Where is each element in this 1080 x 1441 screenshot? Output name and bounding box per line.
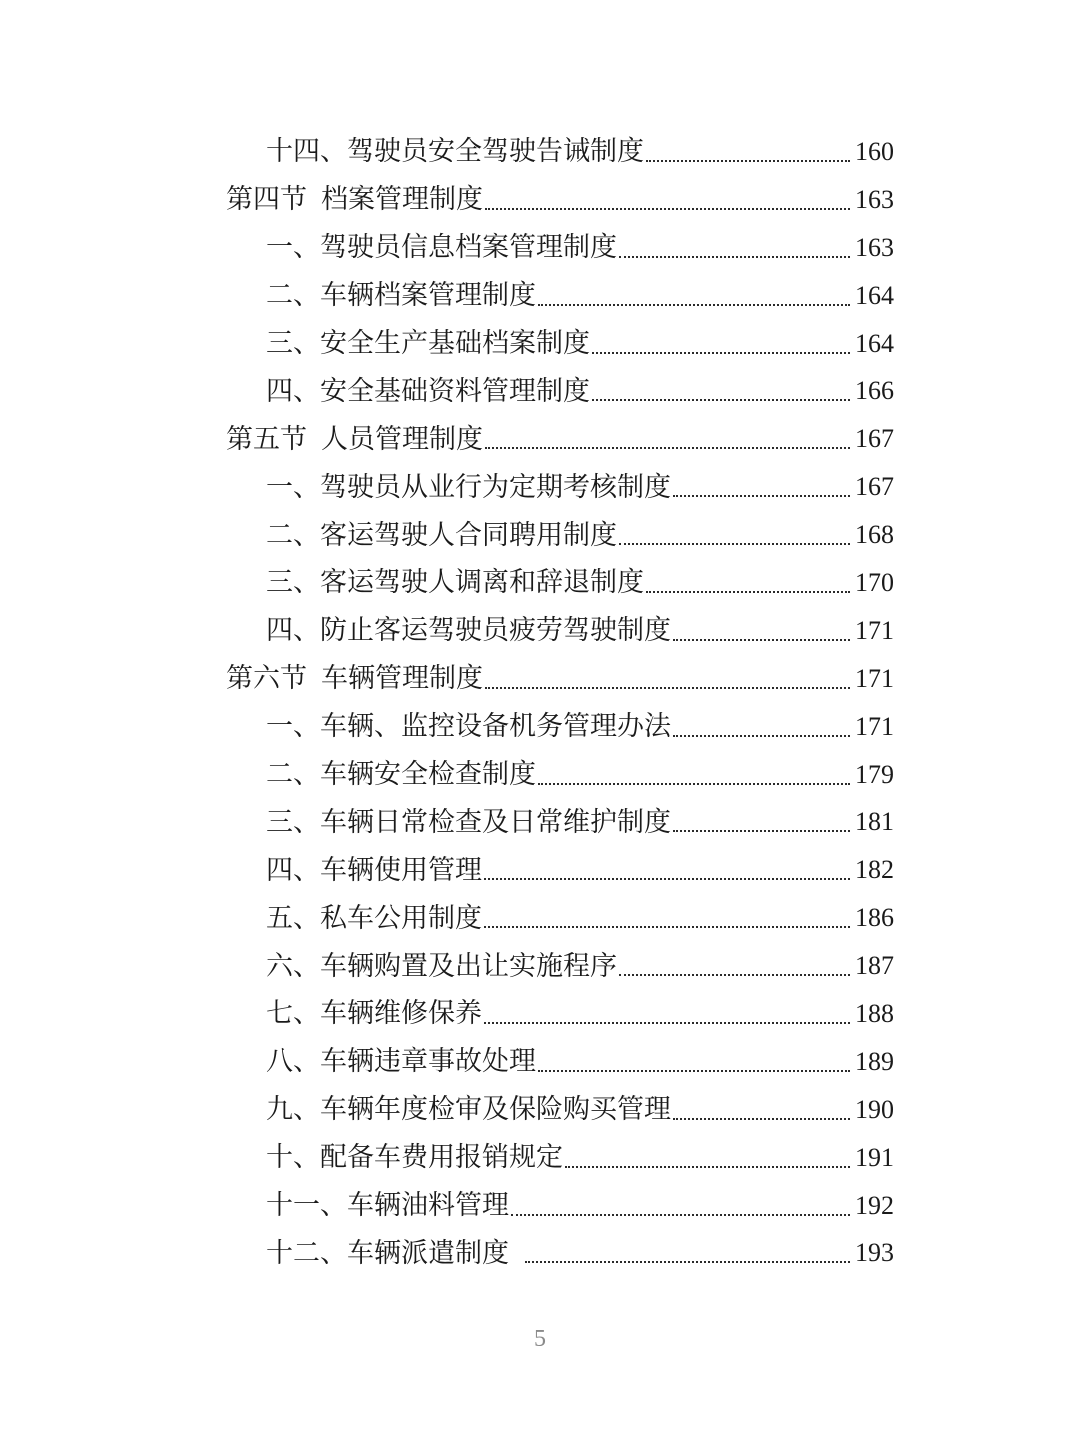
section-name: 档案管理制度 (321, 184, 483, 216)
toc-entry-title: 二、车辆档案管理制度 (266, 280, 536, 312)
toc-entry[interactable] (0, 272, 1080, 320)
section-number: 第六节 (226, 663, 307, 695)
section-name: 人员管理制度 (321, 423, 483, 455)
toc-page-number: 168 (855, 520, 894, 550)
toc-page-number: 182 (855, 855, 894, 885)
toc-entry-title: 六、车辆购置及出让实施程序 (266, 950, 617, 982)
toc-entry-title: 十、配备车费用报销规定 (266, 1142, 563, 1174)
toc-entry[interactable] (0, 367, 1080, 415)
toc-entry[interactable] (0, 894, 1080, 942)
dot-leader (592, 352, 850, 354)
dot-leader (646, 160, 850, 162)
dot-leader (525, 1261, 850, 1263)
toc-entry[interactable] (0, 703, 1080, 751)
toc-entry-title: 九、车辆年度检审及保险购买管理 (266, 1094, 671, 1126)
toc-page-number: 179 (855, 759, 894, 789)
toc-entry-title: 二、车辆安全检查制度 (266, 759, 536, 791)
dot-leader (619, 256, 850, 258)
toc-entry[interactable] (0, 1182, 1080, 1230)
toc-page-number: 164 (855, 328, 894, 358)
section-number: 第五节 (226, 423, 307, 455)
toc-section-title (226, 184, 483, 216)
toc-entry-title: 四、车辆使用管理 (266, 854, 482, 886)
toc-entry[interactable] (0, 559, 1080, 607)
toc-page-number: 160 (855, 136, 894, 166)
dot-leader (485, 447, 850, 449)
toc-section-heading[interactable] (0, 655, 1080, 703)
toc-entry-title: 一、驾驶员从业行为定期考核制度 (266, 471, 671, 503)
toc-page-number: 163 (855, 232, 894, 262)
toc-page-number: 190 (855, 1094, 894, 1124)
dot-leader (646, 591, 850, 593)
toc-page-number: 171 (855, 615, 894, 645)
dot-leader (484, 1022, 850, 1024)
dot-leader (592, 399, 850, 401)
toc-page-number: 163 (855, 184, 894, 214)
toc-page-number: 167 (855, 424, 894, 454)
dot-leader (619, 543, 850, 545)
table-of-contents (0, 128, 1080, 1277)
toc-page-number: 187 (855, 951, 894, 981)
toc-entry[interactable] (0, 751, 1080, 799)
toc-entry-title: 八、车辆违章事故处理 (266, 1046, 536, 1078)
dot-leader (511, 1214, 850, 1216)
toc-section-heading[interactable] (0, 176, 1080, 224)
dot-leader (673, 639, 850, 641)
page-number: 5 (534, 1326, 546, 1352)
section-number: 第四节 (226, 184, 307, 216)
toc-entry-title: 三、安全生产基础档案制度 (266, 328, 590, 359)
toc-entry-title: 七、车辆维修保养 (266, 998, 482, 1030)
dot-leader (538, 304, 850, 306)
toc-page-number: 167 (855, 472, 894, 502)
toc-entry[interactable] (0, 1086, 1080, 1134)
toc-entry[interactable] (0, 1229, 1080, 1277)
toc-entry-title: 二、客运驾驶人合同聘用制度 (266, 519, 617, 551)
toc-entry-title: 一、车辆、监控设备机务管理办法 (266, 711, 671, 743)
toc-page-number: 186 (855, 903, 894, 933)
toc-entry-title: 三、客运驾驶人调离和辞退制度 (266, 567, 644, 599)
toc-page-number: 164 (855, 280, 894, 310)
toc-entry-title: 三、车辆日常检查及日常维护制度 (266, 806, 671, 838)
toc-section-title (226, 663, 483, 695)
toc-page-number: 171 (855, 711, 894, 741)
dot-leader (673, 495, 850, 497)
toc-page-number: 171 (855, 663, 894, 693)
toc-entry[interactable] (0, 1134, 1080, 1182)
dot-leader (673, 735, 850, 737)
dot-leader (619, 974, 850, 976)
toc-page-number: 193 (855, 1238, 894, 1268)
dot-leader (485, 208, 850, 210)
toc-entry[interactable] (0, 128, 1080, 176)
toc-page-number: 181 (855, 807, 894, 837)
dot-leader (673, 830, 850, 832)
toc-entry[interactable] (0, 607, 1080, 655)
section-name: 车辆管理制度 (321, 663, 483, 695)
toc-entry-title: 十四、驾驶员安全驾驶告诫制度 (266, 136, 644, 168)
toc-page-number: 188 (855, 998, 894, 1028)
toc-page-number: 170 (855, 567, 894, 597)
toc-section-heading[interactable] (0, 415, 1080, 463)
toc-entry[interactable] (0, 224, 1080, 272)
toc-page-number: 166 (855, 376, 894, 406)
dot-leader (538, 783, 850, 785)
toc-entry[interactable] (0, 798, 1080, 846)
toc-entry-title: 四、安全基础资料管理制度 (266, 375, 590, 407)
toc-entry-title: 五、私车公用制度 (266, 902, 482, 934)
toc-entry[interactable] (0, 463, 1080, 511)
toc-entry-title: 四、防止客运驾驶员疲劳驾驶制度 (266, 615, 671, 647)
dot-leader (538, 1070, 850, 1072)
dot-leader (484, 878, 850, 880)
dot-leader (484, 926, 850, 928)
toc-section-title (226, 423, 483, 455)
dot-leader (485, 687, 850, 689)
toc-entry[interactable] (0, 990, 1080, 1038)
toc-entry[interactable] (0, 942, 1080, 990)
toc-entry-title: 一、驾驶员信息档案管理制度 (266, 232, 617, 264)
toc-entry[interactable] (0, 846, 1080, 894)
toc-page-number: 192 (855, 1190, 894, 1220)
dot-leader (673, 1118, 850, 1120)
toc-entry[interactable] (0, 511, 1080, 559)
toc-page-number: 189 (855, 1046, 894, 1076)
dot-leader (565, 1166, 850, 1168)
toc-entry[interactable] (0, 1038, 1080, 1086)
toc-page-number: 191 (855, 1142, 894, 1172)
toc-entry[interactable] (0, 320, 1080, 368)
toc-entry-title: 十一、车辆油料管理 (266, 1190, 509, 1222)
toc-entry-title: 十二、车辆派遣制度 (266, 1237, 509, 1269)
